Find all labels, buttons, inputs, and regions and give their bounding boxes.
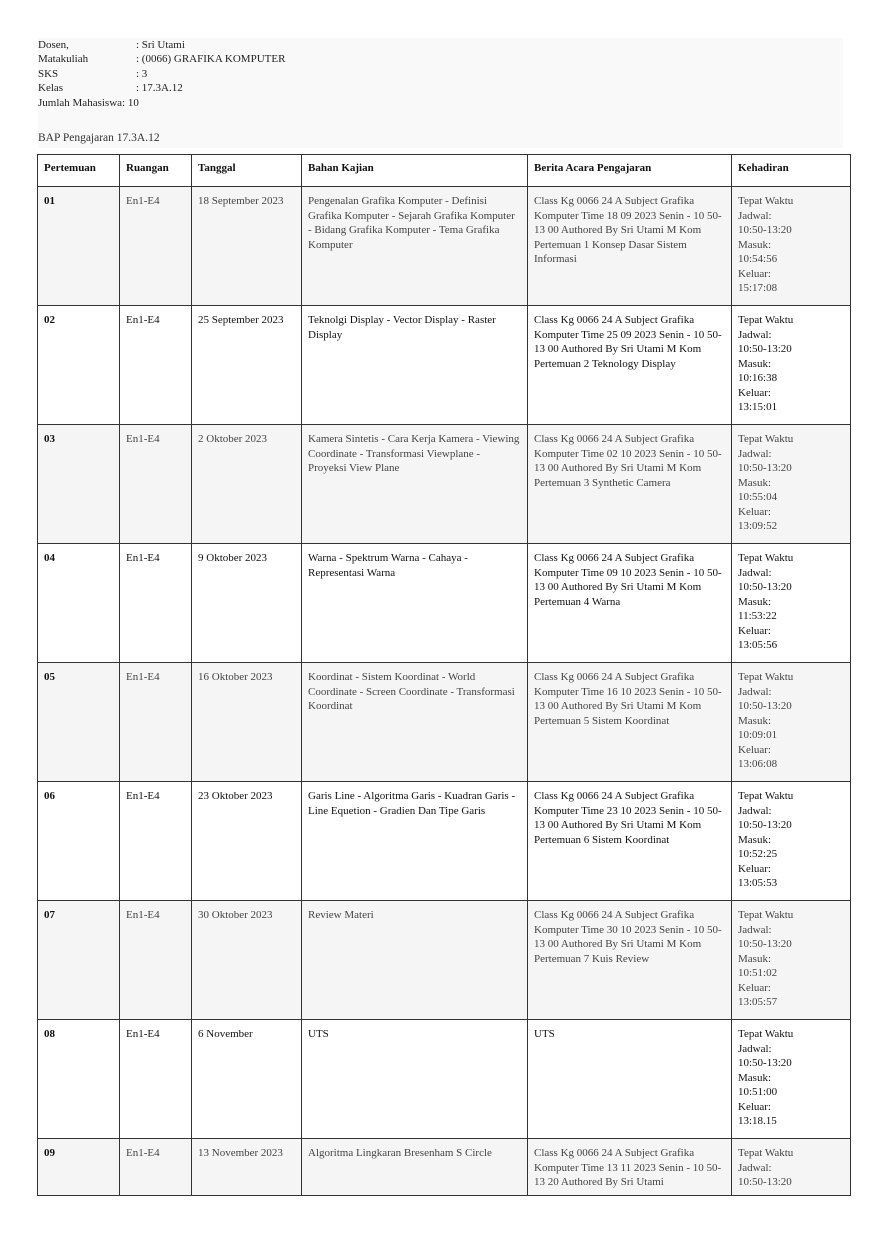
attendance-line: Tepat Waktu bbox=[738, 909, 794, 921]
cell-berita-acara: Class Kg 0066 24 A Subject Grafika Komputer Time 02 10 2023 Senin - 10 50-13 00 Authored By Sri Utami M Kom Pertemuan 3 Synthetic Camera bbox=[528, 425, 732, 544]
meta-label: Matakuliah bbox=[38, 53, 89, 66]
attendance-line: Jadwal: bbox=[738, 1042, 772, 1055]
cell-tanggal: 6 November bbox=[192, 1020, 302, 1139]
attendance-line: Jadwal: bbox=[738, 685, 772, 698]
attendance-line: 10:50-13:20 bbox=[738, 1176, 792, 1188]
col-pertemuan: Pertemuan bbox=[38, 155, 120, 187]
cell-ruangan: En1-E4 bbox=[120, 663, 192, 782]
attendance-line: 10:55:04 bbox=[738, 491, 778, 503]
cell-tanggal: 16 Oktober 2023 bbox=[192, 663, 302, 782]
attendance-line: 10:51:02 bbox=[738, 967, 778, 979]
cell-bahan-kajian: UTS bbox=[302, 1020, 528, 1139]
cell-pertemuan: 02 bbox=[38, 306, 120, 425]
cell-bahan-kajian: Kamera Sintetis - Cara Kerja Kamera - Viewing Coordinate - Transformasi Viewplane - Proyeksi View Plane bbox=[302, 425, 528, 544]
attendance-line: Masuk: bbox=[738, 952, 771, 965]
cell-kehadiran bbox=[732, 901, 851, 1020]
attendance-line: 10:50-13:20 bbox=[738, 700, 792, 712]
attendance-line: 10:50-13:20 bbox=[738, 224, 792, 236]
attendance-line: 10:54:56 bbox=[738, 253, 778, 265]
cell-bahan-kajian: Review Materi bbox=[302, 901, 528, 1020]
attendance-line: 10:50-13:20 bbox=[738, 819, 792, 831]
table-row bbox=[38, 663, 851, 782]
cell-pertemuan: 01 bbox=[38, 187, 120, 306]
attendance-line: 10:52:25 bbox=[738, 848, 778, 860]
meta-value: : 3 bbox=[136, 67, 148, 80]
attendance-line: Tepat Waktu bbox=[738, 195, 794, 207]
attendance-line: Masuk: bbox=[738, 357, 771, 370]
cell-tanggal: 18 September 2023 bbox=[192, 187, 302, 306]
table-row bbox=[38, 1020, 851, 1139]
cell-pertemuan: 06 bbox=[38, 782, 120, 901]
cell-kehadiran bbox=[732, 544, 851, 663]
attendance-line: 11:53:22 bbox=[738, 610, 777, 622]
cell-pertemuan: 03 bbox=[38, 425, 120, 544]
attendance-line: Tepat Waktu bbox=[738, 671, 794, 683]
cell-tanggal: 9 Oktober 2023 bbox=[192, 544, 302, 663]
table-header bbox=[38, 155, 851, 187]
col-tanggal: Tanggal bbox=[192, 155, 302, 187]
cell-berita-acara: Class Kg 0066 24 A Subject Grafika Komputer Time 09 10 2023 Senin - 10 50-13 00 Authored By Sri Utami M Kom Pertemuan 4 Warna bbox=[528, 544, 732, 663]
cell-kehadiran bbox=[732, 425, 851, 544]
attendance-line: 13:05:56 bbox=[738, 639, 778, 651]
attendance-line: Tepat Waktu bbox=[738, 790, 794, 802]
cell-kehadiran bbox=[732, 1139, 851, 1196]
col-bahan-kajian: Bahan Kajian bbox=[302, 155, 528, 187]
attendance-line: Masuk: bbox=[738, 476, 771, 489]
cell-pertemuan: 09 bbox=[38, 1139, 120, 1196]
attendance-line: Jadwal: bbox=[738, 209, 772, 222]
cell-bahan-kajian: Pengenalan Grafika Komputer - Definisi Grafika Komputer - Sejarah Grafika Komputer - Bidang Grafika Komputer - Tema Grafika Komputer bbox=[302, 187, 528, 306]
attendance-line: 10:16:38 bbox=[738, 372, 778, 384]
cell-berita-acara: Class Kg 0066 24 A Subject Grafika Komputer Time 13 11 2023 Senin - 10 50-13 20 Authored By Sri Utami bbox=[528, 1139, 732, 1196]
attendance-line: 10:50-13:20 bbox=[738, 343, 792, 355]
attendance-line: Jadwal: bbox=[738, 804, 772, 817]
cell-ruangan: En1-E4 bbox=[120, 901, 192, 1020]
cell-ruangan: En1-E4 bbox=[120, 306, 192, 425]
cell-kehadiran bbox=[732, 782, 851, 901]
cell-pertemuan: 07 bbox=[38, 901, 120, 1020]
attendance-line: 10:09:01 bbox=[738, 729, 778, 741]
cell-kehadiran bbox=[732, 663, 851, 782]
table-row bbox=[38, 782, 851, 901]
table-body bbox=[38, 187, 851, 1196]
table-row bbox=[38, 1139, 851, 1196]
cell-berita-acara: UTS bbox=[528, 1020, 732, 1139]
attendance-line: Jadwal: bbox=[738, 328, 772, 341]
col-ruangan: Ruangan bbox=[120, 155, 192, 187]
cell-bahan-kajian: Teknolgi Display - Vector Display - Raster Display bbox=[302, 306, 528, 425]
attendance-line: Keluar: bbox=[738, 386, 771, 399]
table-row bbox=[38, 425, 851, 544]
table-row bbox=[38, 306, 851, 425]
attendance-line: 13:15:01 bbox=[738, 401, 778, 413]
meta-value: : 10 bbox=[122, 96, 139, 109]
cell-tanggal: 25 September 2023 bbox=[192, 306, 302, 425]
meta-label: Dosen, bbox=[38, 39, 69, 51]
cell-pertemuan: 05 bbox=[38, 663, 120, 782]
header-row bbox=[38, 155, 851, 187]
cell-kehadiran bbox=[732, 187, 851, 306]
attendance-line: Keluar: bbox=[738, 862, 771, 875]
attendance-line: 10:50-13:20 bbox=[738, 462, 792, 474]
cell-pertemuan: 04 bbox=[38, 544, 120, 663]
attendance-line: Keluar: bbox=[738, 624, 771, 637]
cell-berita-acara: Class Kg 0066 24 A Subject Grafika Komputer Time 18 09 2023 Senin - 10 50-13 00 Authored By Sri Utami M Kom Pertemuan 1 Konsep Dasar Sistem Informasi bbox=[528, 187, 732, 306]
attendance-line: 10:50-13:20 bbox=[738, 938, 792, 950]
cell-tanggal: 2 Oktober 2023 bbox=[192, 425, 302, 544]
attendance-line: Masuk: bbox=[738, 595, 771, 608]
document-header bbox=[38, 38, 843, 148]
bap-table bbox=[37, 154, 851, 1196]
cell-bahan-kajian: Algoritma Lingkaran Bresenham S Circle bbox=[302, 1139, 528, 1196]
attendance-line: Jadwal: bbox=[738, 566, 772, 579]
cell-ruangan: En1-E4 bbox=[120, 1020, 192, 1139]
meta-value: : 17.3A.12 bbox=[136, 82, 183, 95]
attendance-line: Tepat Waktu bbox=[738, 1147, 794, 1159]
meta-value: : Sri Utami bbox=[136, 39, 185, 51]
col-berita-acara: Berita Acara Pengajaran bbox=[528, 155, 732, 187]
attendance-line: Masuk: bbox=[738, 714, 771, 727]
meta-label: Kelas bbox=[38, 82, 64, 95]
cell-ruangan: En1-E4 bbox=[120, 425, 192, 544]
table-row bbox=[38, 187, 851, 306]
attendance-line: Keluar: bbox=[738, 743, 771, 756]
attendance-line: Jadwal: bbox=[738, 447, 772, 460]
attendance-line: 13:05:53 bbox=[738, 877, 778, 889]
cell-bahan-kajian: Koordinat - Sistem Koordinat - World Coordinate - Screen Coordinate - Transformasi Koordinat bbox=[302, 663, 528, 782]
attendance-line: Masuk: bbox=[738, 1071, 771, 1084]
cell-tanggal: 13 November 2023 bbox=[192, 1139, 302, 1196]
course-meta bbox=[38, 38, 285, 110]
attendance-line: 10:51:00 bbox=[738, 1086, 778, 1098]
cell-pertemuan: 08 bbox=[38, 1020, 120, 1139]
cell-bahan-kajian: Garis Line - Algoritma Garis - Kuadran Garis - Line Equetion - Gradien Dan Tipe Garis bbox=[302, 782, 528, 901]
meta-row-matakuliah bbox=[38, 52, 285, 66]
attendance-line: 10:50-13:20 bbox=[738, 581, 792, 593]
meta-row-sks bbox=[38, 67, 285, 81]
attendance-line: 15:17:08 bbox=[738, 282, 778, 294]
cell-ruangan: En1-E4 bbox=[120, 1139, 192, 1196]
meta-label: Jumlah Mahasiswa bbox=[38, 96, 123, 109]
attendance-line: Masuk: bbox=[738, 833, 771, 846]
table-row bbox=[38, 901, 851, 1020]
cell-berita-acara: Class Kg 0066 24 A Subject Grafika Komputer Time 30 10 2023 Senin - 10 50-13 00 Authored By Sri Utami M Kom Pertemuan 7 Kuis Review bbox=[528, 901, 732, 1020]
cell-berita-acara: Class Kg 0066 24 A Subject Grafika Komputer Time 23 10 2023 Senin - 10 50-13 00 Authored By Sri Utami M Kom Pertemuan 6 Sistem Koordinat bbox=[528, 782, 732, 901]
meta-label: SKS bbox=[38, 67, 59, 80]
attendance-line: Keluar: bbox=[738, 981, 771, 994]
cell-kehadiran bbox=[732, 1020, 851, 1139]
cell-bahan-kajian: Warna - Spektrum Warna - Cahaya - Representasi Warna bbox=[302, 544, 528, 663]
attendance-line: Tepat Waktu bbox=[738, 552, 794, 564]
table-row bbox=[38, 544, 851, 663]
attendance-line: Tepat Waktu bbox=[738, 1028, 794, 1040]
meta-row-dosen bbox=[38, 38, 285, 52]
attendance-line: Jadwal: bbox=[738, 923, 772, 936]
attendance-line: Masuk: bbox=[738, 238, 771, 251]
page-title: BAP Pengajaran 17.3A.12 bbox=[38, 132, 160, 144]
cell-ruangan: En1-E4 bbox=[120, 187, 192, 306]
attendance-line: 10:50-13:20 bbox=[738, 1057, 792, 1069]
cell-berita-acara: Class Kg 0066 24 A Subject Grafika Komputer Time 16 10 2023 Senin - 10 50-13 00 Authored By Sri Utami M Kom Pertemuan 5 Sistem Koordinat bbox=[528, 663, 732, 782]
attendance-line: 13:05:57 bbox=[738, 996, 778, 1008]
attendance-line: Tepat Waktu bbox=[738, 314, 794, 326]
attendance-line: Tepat Waktu bbox=[738, 433, 794, 445]
cell-tanggal: 23 Oktober 2023 bbox=[192, 782, 302, 901]
cell-tanggal: 30 Oktober 2023 bbox=[192, 901, 302, 1020]
cell-ruangan: En1-E4 bbox=[120, 782, 192, 901]
meta-row-kelas bbox=[38, 81, 285, 95]
attendance-line: 13:09:52 bbox=[738, 520, 778, 532]
attendance-line: Keluar: bbox=[738, 1100, 771, 1113]
cell-ruangan: En1-E4 bbox=[120, 544, 192, 663]
cell-kehadiran bbox=[732, 306, 851, 425]
attendance-line: 13:18.15 bbox=[738, 1115, 777, 1127]
meta-row-jumlah-mahasiswa bbox=[38, 96, 285, 110]
attendance-line: 13:06:08 bbox=[738, 758, 778, 770]
meta-value: : (0066) GRAFIKA KOMPUTER bbox=[136, 53, 286, 66]
attendance-line: Keluar: bbox=[738, 267, 771, 280]
attendance-line: Jadwal: bbox=[738, 1161, 772, 1174]
col-kehadiran: Kehadiran bbox=[732, 155, 851, 187]
cell-berita-acara: Class Kg 0066 24 A Subject Grafika Komputer Time 25 09 2023 Senin - 10 50-13 00 Authored By Sri Utami M Kom Pertemuan 2 Teknology Display bbox=[528, 306, 732, 425]
attendance-line: Keluar: bbox=[738, 505, 771, 518]
